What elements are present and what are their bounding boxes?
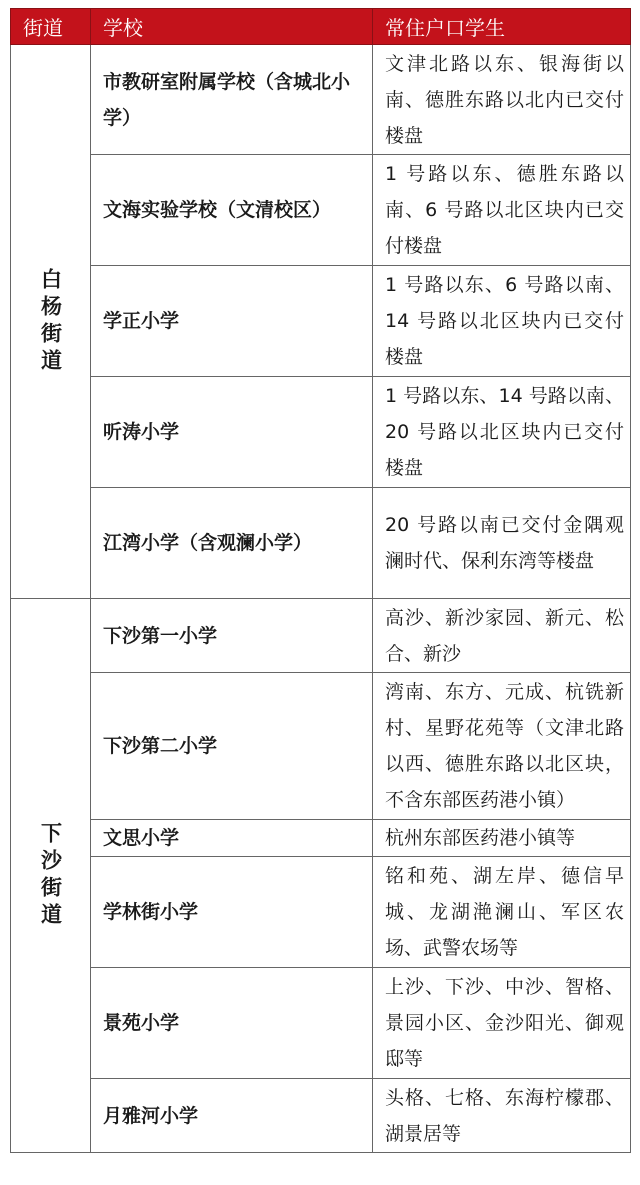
school-cell: 下沙第一小学 [91,599,373,673]
school-cell: 江湾小学（含观澜小学） [91,488,373,599]
table-row [11,820,631,857]
area-cell: 1 号路以东、6 号路以南、14 号路以北区块内已交付楼盘 [373,266,631,377]
header-street: 街道 [11,9,91,45]
table-row [11,599,631,673]
header-area: 常住户口学生 [373,9,631,45]
table-row [11,488,631,599]
table-row [11,1079,631,1153]
school-cell: 听涛小学 [91,377,373,488]
school-cell: 月雅河小学 [91,1079,373,1153]
area-cell: 1 号路以东、德胜东路以南、6 号路以北区块内已交付楼盘 [373,155,631,266]
table-row [11,673,631,820]
school-cell: 学林街小学 [91,857,373,968]
table-row [11,266,631,377]
school-cell: 文思小学 [91,820,373,857]
street-label: 白杨街道 [38,267,63,376]
table-row [11,968,631,1079]
area-cell: 高沙、新沙家园、新元、松合、新沙 [373,599,631,673]
area-cell: 杭州东部医药港小镇等 [373,820,631,857]
school-cell: 学正小学 [91,266,373,377]
street-cell-baiyang [11,45,91,599]
table-row [11,155,631,266]
header-school: 学校 [91,9,373,45]
area-cell: 头格、七格、东海柠檬郡、湖景居等 [373,1079,631,1153]
area-cell: 文津北路以东、银海街以南、德胜东路以北内已交付楼盘 [373,45,631,155]
school-cell: 文海实验学校（文清校区） [91,155,373,266]
table-header-row [11,9,631,45]
area-cell: 铭和苑、湖左岸、德信早城、龙湖滟澜山、军区农场、武警农场等 [373,857,631,968]
school-cell: 下沙第二小学 [91,673,373,820]
area-cell: 湾南、东方、元成、杭铣新村、星野花苑等（文津北路以西、德胜东路以北区块，不含东部医药港小镇） [373,673,631,820]
school-cell: 市教研室附属学校（含城北小学） [91,45,373,155]
area-cell: 1 号路以东、14 号路以南、20 号路以北区块内已交付楼盘 [373,377,631,488]
table-row [11,45,631,155]
area-cell: 20 号路以南已交付金隅观澜时代、保利东湾等楼盘 [373,488,631,599]
school-cell: 景苑小学 [91,968,373,1079]
table-row [11,377,631,488]
area-cell: 上沙、下沙、中沙、智格、景园小区、金沙阳光、御观邸等 [373,968,631,1079]
school-zone-table [10,8,631,1153]
street-label: 下沙街道 [38,821,63,930]
street-cell-xiasha [11,599,91,1153]
table-row [11,857,631,968]
